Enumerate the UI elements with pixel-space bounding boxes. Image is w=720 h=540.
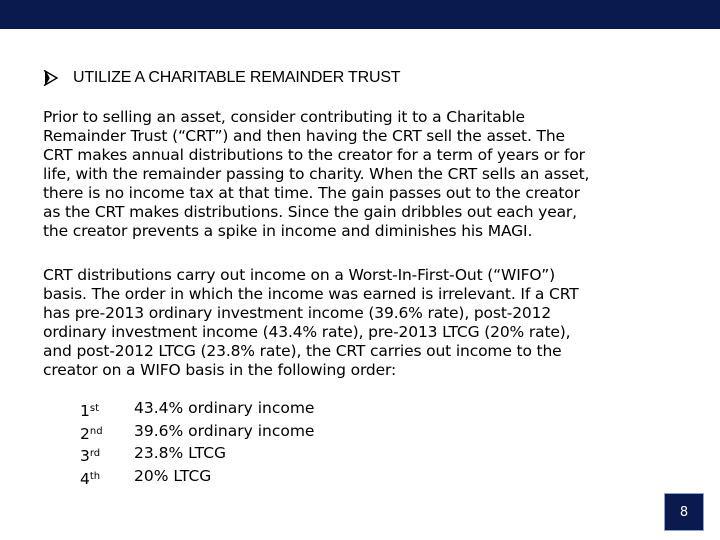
- top-bar: [0, 0, 720, 29]
- paragraph-line: and post-2012 LTCG (23.8% rate), the CRT carries out income to the: [43, 342, 562, 360]
- paragraph-line: CRT makes annual distributions to the creator for a term of years or for: [43, 146, 585, 164]
- ordinal: 4th: [80, 469, 101, 488]
- paragraph-wifo: [43, 266, 683, 380]
- paragraph-line: CRT distributions carry out income on a Worst-In-First-Out (“WIFO”): [43, 266, 555, 284]
- page-number-badge: 8: [664, 493, 704, 531]
- paragraph-line: Remainder Trust (“CRT”) and then having the CRT sell the asset. The: [43, 127, 565, 145]
- paragraph-line: life, with the remainder passing to charity. When the CRT sells an asset,: [43, 165, 590, 183]
- income-order-list: [80, 399, 314, 489]
- list-item: [80, 467, 314, 490]
- ordinal: 3rd: [80, 447, 101, 465]
- ordinal: 2nd: [80, 424, 103, 443]
- list-item: [80, 399, 314, 422]
- paragraph-line: there is no income tax at that time. The gain passes out to the creator: [43, 184, 580, 202]
- order-item-text: 23.8% LTCG: [134, 444, 227, 462]
- paragraph-line: Prior to selling an asset, consider contributing it to a Charitable: [43, 108, 525, 126]
- paragraph-crt-intro: [43, 108, 683, 241]
- ordinal: 1st: [80, 402, 100, 420]
- paragraph-line: creator on a WIFO basis in the following order:: [43, 361, 397, 379]
- order-item-text: 20% LTCG: [134, 466, 212, 485]
- paragraph-line: has pre-2013 ordinary investment income (39.6% rate), post-2012: [43, 304, 552, 322]
- arrow-bullet-icon: [43, 70, 59, 86]
- order-item-text: 39.6% ordinary income: [134, 421, 315, 440]
- list-item: [80, 422, 314, 445]
- paragraph-line: as the CRT makes distributions. Since the gain dribbles out each year,: [43, 203, 577, 221]
- paragraph-line: the creator prevents a spike in income and diminishes his MAGI.: [43, 222, 533, 240]
- list-item: [80, 444, 314, 467]
- paragraph-line: basis. The order in which the income was earned is irrelevant. If a CRT: [43, 285, 579, 303]
- paragraph-line: ordinary investment income (43.4% rate), pre-2013 LTCG (20% rate),: [43, 323, 571, 341]
- order-item-text: 43.4% ordinary income: [134, 399, 315, 417]
- heading-text: UTILIZE A CHARITABLE REMAINDER TRUST: [73, 69, 401, 86]
- slide-heading: [43, 69, 400, 87]
